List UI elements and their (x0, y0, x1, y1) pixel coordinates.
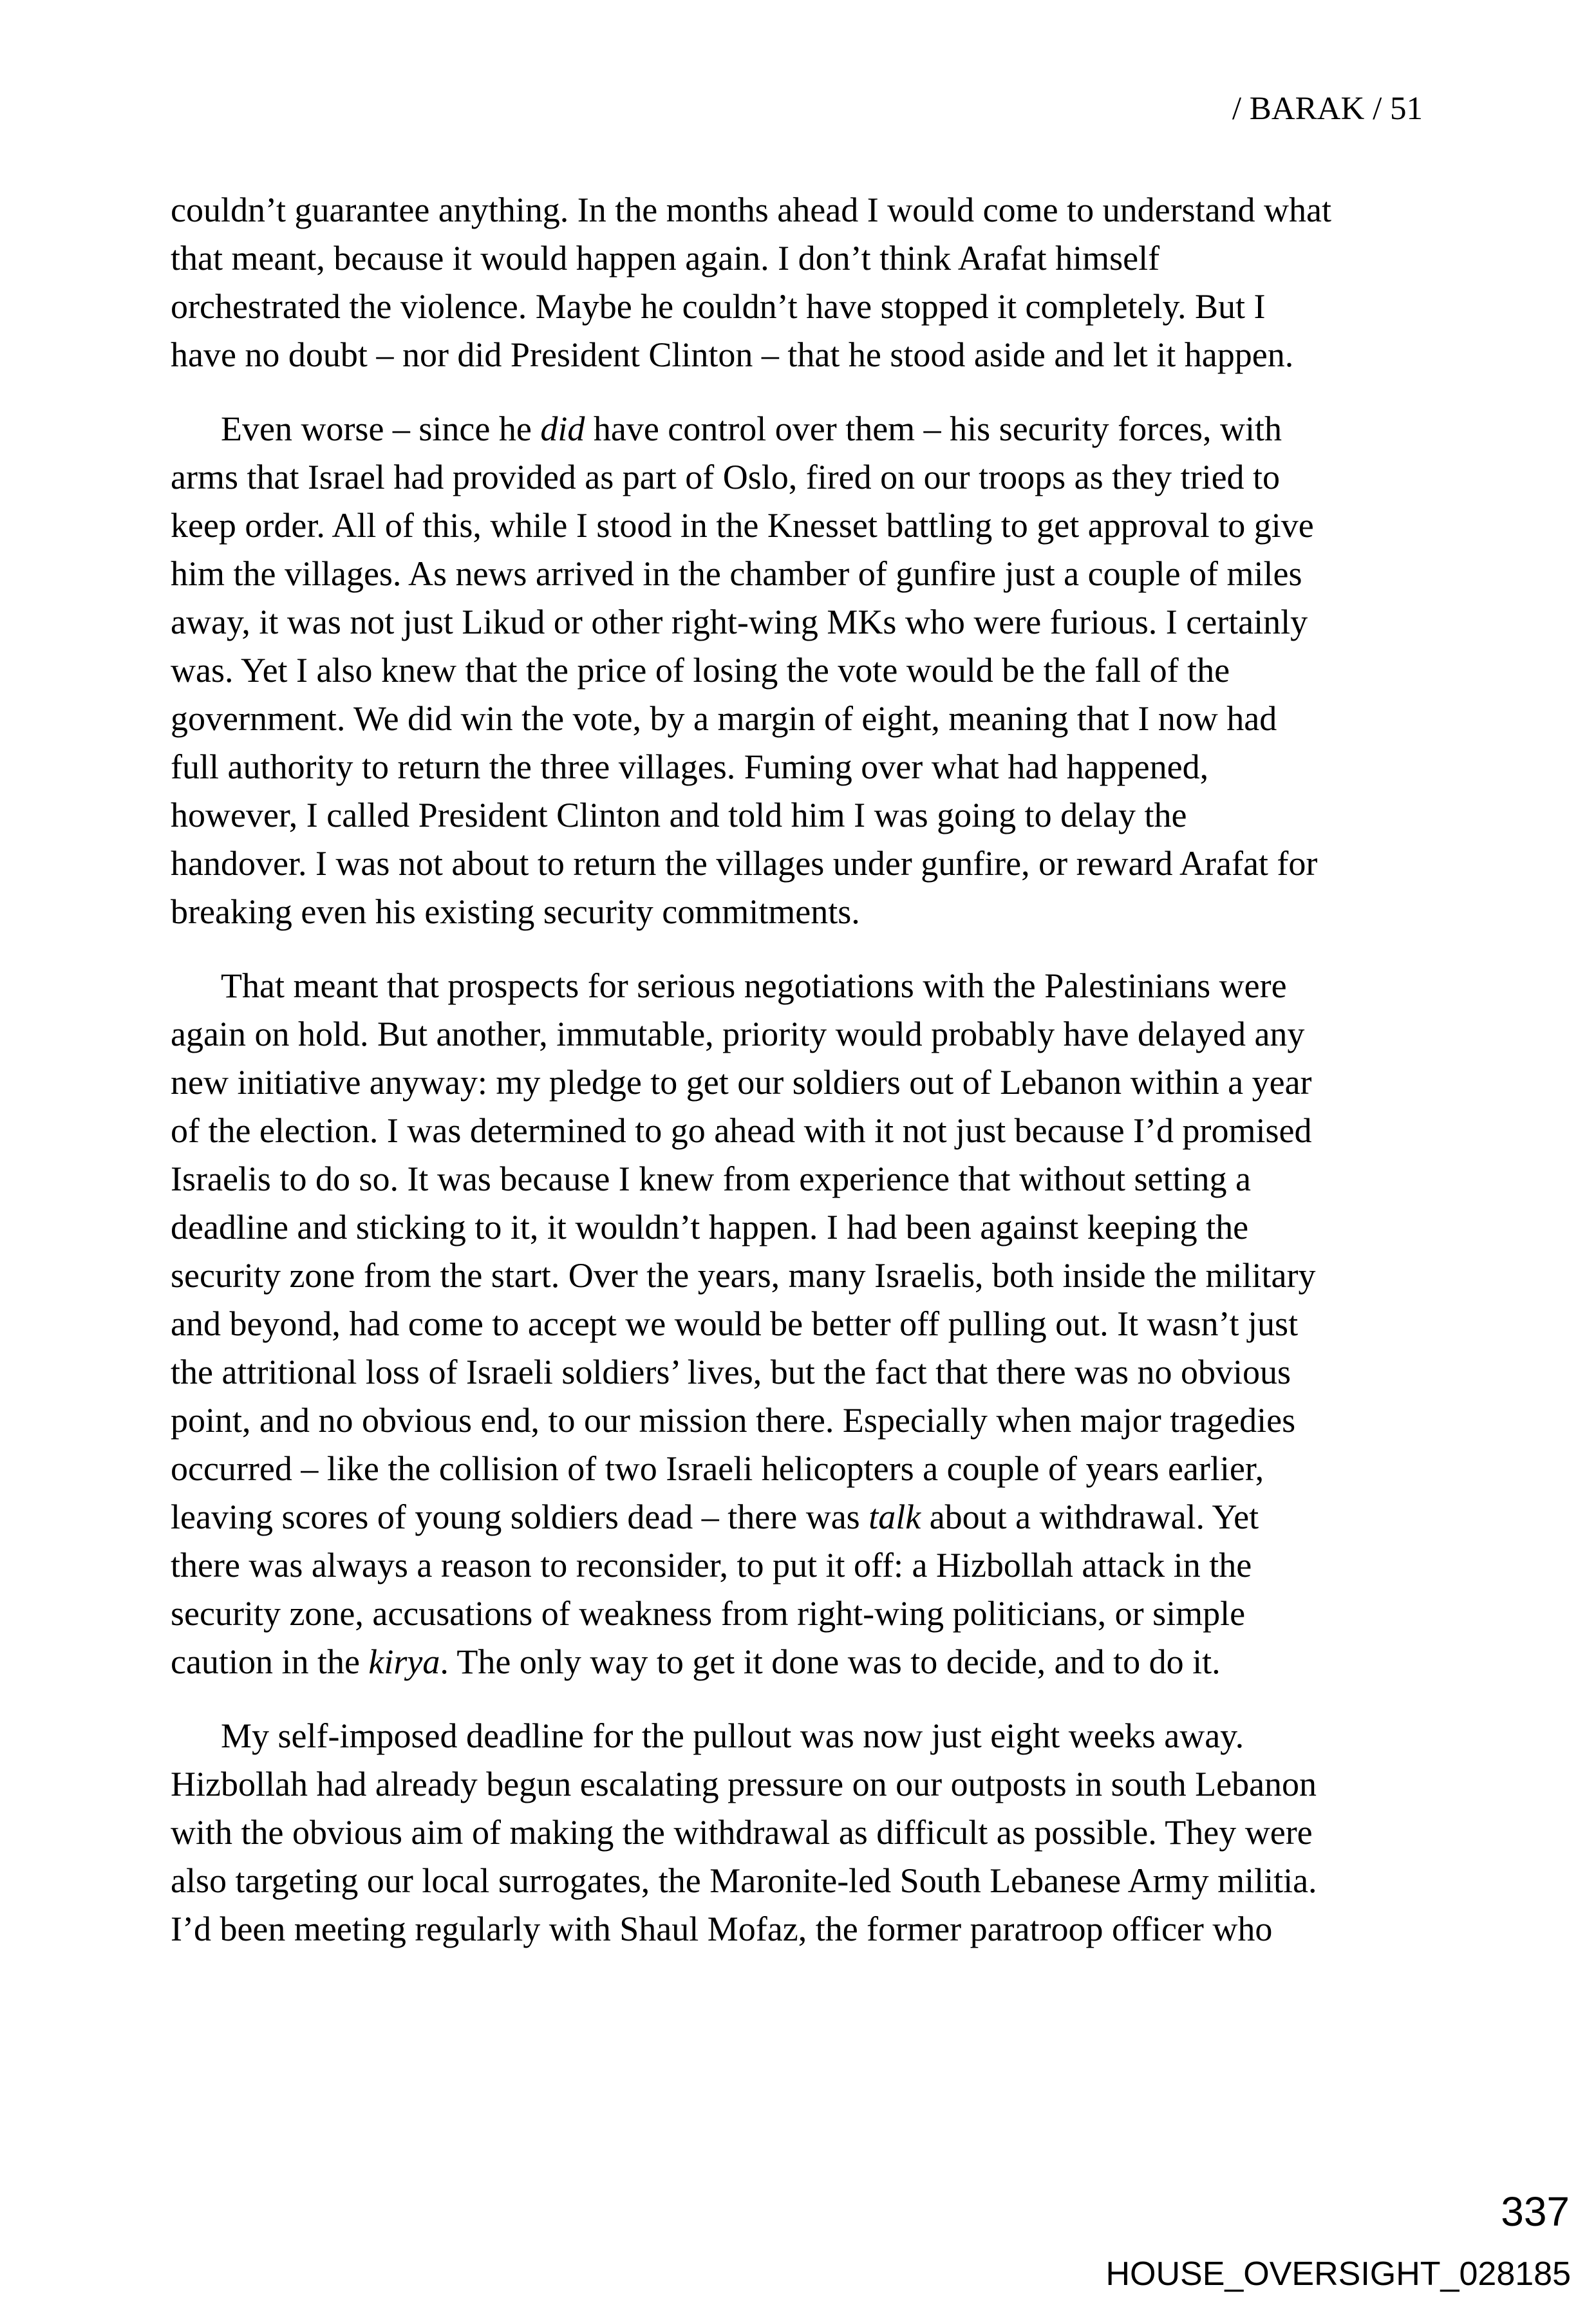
text-line: couldn’t guarantee anything. In the months ahead I would come to understand what (171, 191, 1332, 229)
text-line: was. Yet I also knew that the price of losing the vote would be the fall of the (171, 651, 1230, 690)
text-line: point, and no obvious end, to our mission there. Especially when major tragedies (171, 1401, 1296, 1440)
text-line: caution in the kirya. The only way to get it done was to decide, and to do it. (171, 1642, 1221, 1681)
text-line: My self-imposed deadline for the pullout was now just eight weeks away. (221, 1716, 1244, 1755)
text-line: that meant, because it would happen again. I don’t think Arafat himself (171, 239, 1160, 277)
text-line: the attritional loss of Israeli soldiers’ lives, but the fact that there was no obvious (171, 1353, 1291, 1391)
text-line: leaving scores of young soldiers dead – there was talk about a withdrawal. Yet (171, 1498, 1259, 1536)
text-line: Israelis to do so. It was because I knew from experience that without setting a (171, 1160, 1251, 1198)
text-line: security zone from the start. Over the years, many Israelis, both inside the military (171, 1256, 1316, 1295)
text-line: away, it was not just Likud or other right-wing MKs who were furious. I certainly (171, 603, 1308, 641)
text-line: handover. I was not about to return the villages under gunfire, or reward Arafat for (171, 844, 1318, 883)
text-line: new initiative anyway: my pledge to get our soldiers out of Lebanon within a year (171, 1063, 1312, 1102)
text-line: however, I called President Clinton and told him I was going to delay the (171, 796, 1187, 834)
text-line: there was always a reason to reconsider, to put it off: a Hizbollah attack in the (171, 1546, 1252, 1584)
text-line: orchestrated the violence. Maybe he couldn’t have stopped it completely. But I (171, 287, 1266, 326)
text-line: and beyond, had come to accept we would be better off pulling out. It wasn’t just (171, 1304, 1299, 1343)
text-line: That meant that prospects for serious negotiations with the Palestinians were (221, 966, 1287, 1005)
text-line: I’d been meeting regularly with Shaul Mofaz, the former paratroop officer who (171, 1910, 1273, 1948)
text-line: breaking even his existing security commitments. (171, 892, 860, 931)
paragraph (171, 962, 1458, 1686)
paragraph (171, 186, 1458, 379)
paragraph (171, 1712, 1458, 1953)
text-line: deadline and sticking to it, it wouldn’t happen. I had been against keeping the (171, 1208, 1249, 1246)
bates-number: HOUSE_OVERSIGHT_028185 (1105, 2255, 1571, 2293)
text-line: him the villages. As news arrived in the chamber of gunfire just a couple of miles (171, 554, 1302, 593)
text-line: occurred – like the collision of two Israeli helicopters a couple of years earlier, (171, 1449, 1264, 1488)
text-line: again on hold. But another, immutable, priority would probably have delayed any (171, 1015, 1305, 1053)
text-line: Hizbollah had already begun escalating pressure on our outposts in south Lebanon (171, 1765, 1317, 1803)
text-line: arms that Israel had provided as part of Oslo, fired on our troops as they tried to (171, 458, 1281, 496)
text-line: keep order. All of this, while I stood in the Knesset battling to get approval to give (171, 506, 1314, 545)
text-line: government. We did win the vote, by a margin of eight, meaning that I now had (171, 699, 1277, 738)
text-line: of the election. I was determined to go ahead with it not just because I’d promised (171, 1111, 1312, 1150)
body-text (171, 186, 1458, 1953)
text-line: security zone, accusations of weakness from right-wing politicians, or simple (171, 1594, 1246, 1633)
running-header: / BARAK / 51 (1232, 91, 1423, 127)
page-number: 337 (1501, 2188, 1570, 2235)
text-line: also targeting our local surrogates, the Maronite-led South Lebanese Army militia. (171, 1861, 1317, 1900)
paragraph (171, 405, 1458, 936)
text-line: Even worse – since he did have control over them – his security forces, with (221, 409, 1282, 448)
text-line: have no doubt – nor did President Clinton – that he stood aside and let it happen. (171, 335, 1294, 374)
text-line: full authority to return the three villages. Fuming over what had happened, (171, 747, 1209, 786)
text-line: with the obvious aim of making the withdrawal as difficult as possible. They were (171, 1813, 1313, 1852)
